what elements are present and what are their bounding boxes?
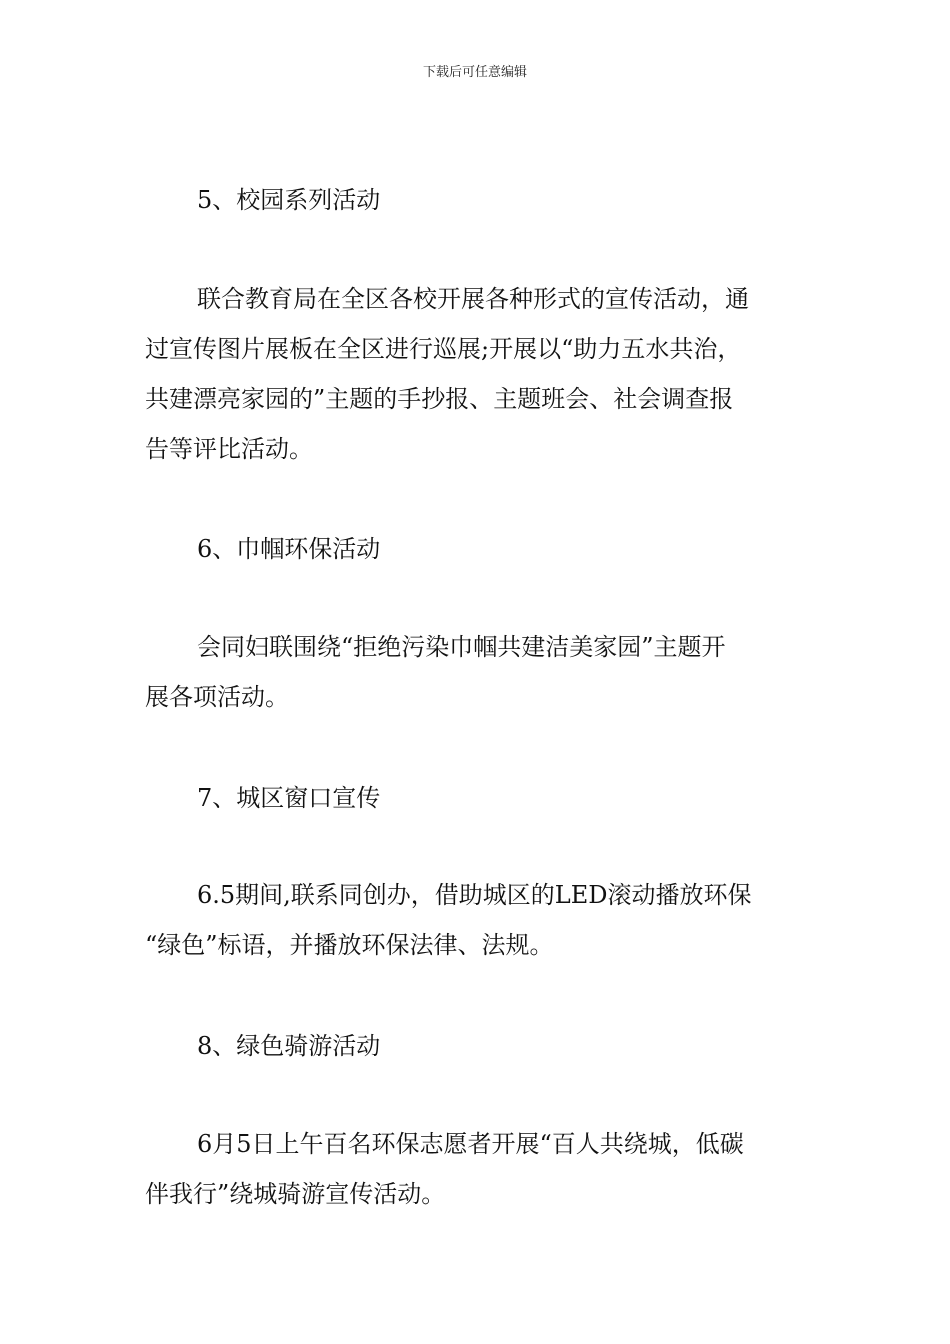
paragraph-line: 展各项活动。	[145, 683, 289, 711]
section-heading-6: 6、巾帼环保活动	[197, 535, 381, 563]
paragraph-line: “绿色”标语，并播放环保法律、法规。	[145, 931, 554, 959]
section-paragraph-6	[145, 622, 810, 722]
section-heading-7: 7、城区窗口宣传	[197, 784, 381, 812]
paragraph-line: 共建漂亮家园的”主题的手抄报、主题班会、社会调查报	[145, 385, 734, 413]
section-paragraph-7	[145, 870, 810, 970]
paragraph-line: 6.5期间,联系同创办，借助城区的LED滚动播放环保	[197, 881, 752, 909]
section-paragraph-8	[145, 1119, 810, 1219]
paragraph-line: 会同妇联围绕“拒绝污染巾帼共建洁美家园”主题开	[197, 633, 726, 661]
page-header: 下载后可任意编辑	[422, 65, 527, 80]
paragraph-line: 6月5日上午百名环保志愿者开展“百人共绕城，低碳	[197, 1130, 744, 1158]
section-heading-8: 8、绿色骑游活动	[197, 1032, 381, 1060]
paragraph-line: 伴我行”绕城骑游宣传活动。	[145, 1180, 446, 1208]
section-heading-5: 5、校园系列活动	[197, 186, 381, 214]
paragraph-line: 告等评比活动。	[145, 435, 313, 463]
paragraph-line: 联合教育局在全区各校开展各种形式的宣传活动，通	[197, 285, 749, 313]
section-paragraph-5	[145, 274, 810, 474]
paragraph-line: 过宣传图片展板在全区进行巡展;开展以“助力五水共治，	[145, 335, 742, 363]
